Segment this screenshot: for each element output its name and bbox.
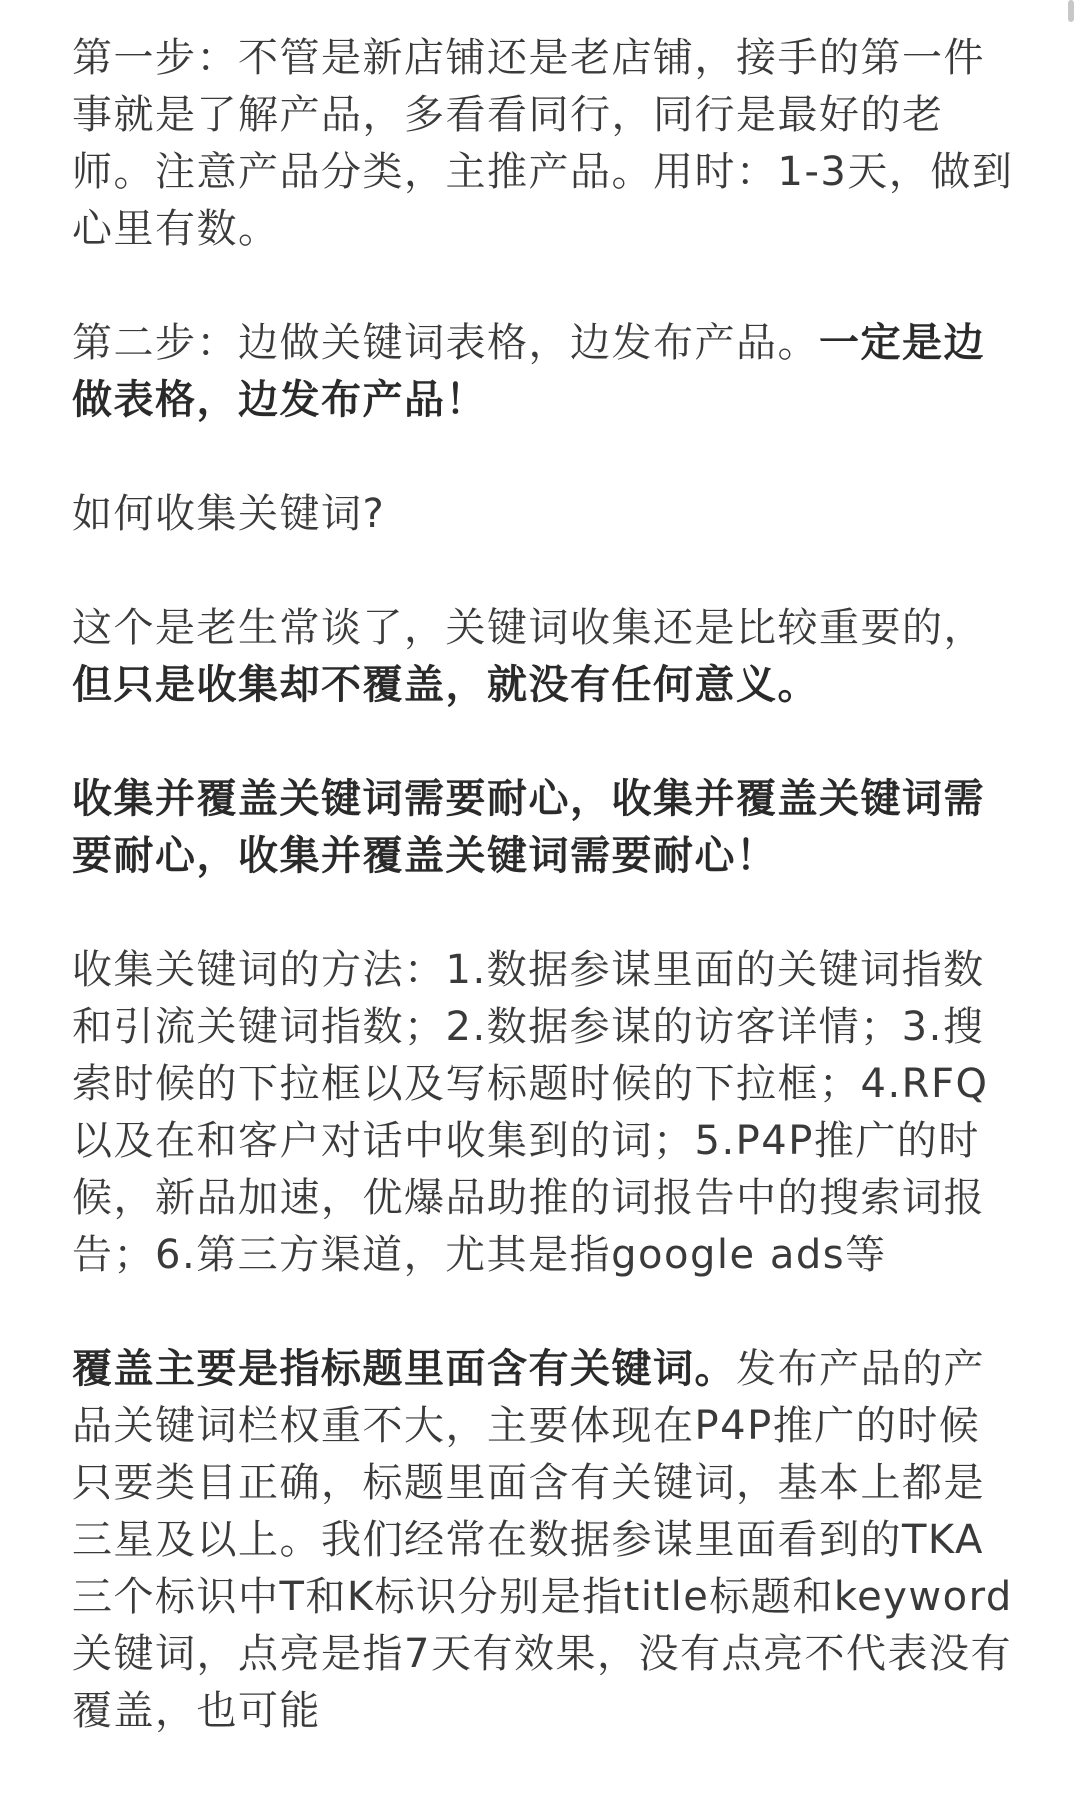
paragraph-methods [72, 942, 1017, 1284]
patience-emphasis: 收集并覆盖关键词需要耐心，收集并覆盖关键词需要耐心，收集并覆盖关键词需要耐心！ [72, 776, 985, 879]
paragraph-step-two [72, 315, 1017, 429]
paragraph-coverage [72, 1341, 1017, 1740]
step-two-emphasis: 一定是边做表格，边发布产品！ [72, 320, 985, 423]
paragraph-question [72, 486, 1017, 543]
collection-emphasis: 但只是收集却不覆盖，就没有任何意义。 [72, 662, 819, 708]
methods-text: 收集关键词的方法：1.数据参谋里面的关键词指数和引流关键词指数；2.数据参谋的访客详情；3.搜索时候的下拉框以及写标题时候的下拉框；4.RFQ以及在和客户对话中收集到的词；5.P4P推广的时候，新品加速，优爆品助推的词报告中的搜索词报告；6.第三方渠道，尤其是指google ads等 [72, 947, 989, 1278]
question-text: 如何收集关键词? [72, 491, 386, 537]
article-body [72, 30, 1017, 1797]
coverage-emphasis: 覆盖主要是指标题里面含有关键词。 [72, 1346, 736, 1392]
paragraph-step-one [72, 30, 1017, 258]
coverage-text: 发布产品的产品关键词栏权重不大，主要体现在P4P推广的时候只要类目正确，标题里面含有关键词，基本上都是三星及以上。我们经常在数据参谋里面看到的TKA三个标识中T和K标识分别是指title标题和keyword关键词，点亮是指7天有效果，没有点亮不代表没有覆盖，也可能 [72, 1346, 1013, 1734]
paragraph-patience [72, 771, 1017, 885]
paragraph-collection [72, 600, 1017, 714]
step-one-text: 第一步：不管是新店铺还是老店铺，接手的第一件事就是了解产品，多看看同行，同行是最好的老师。注意产品分类，主推产品。用时：1-3天，做到心里有数。 [72, 35, 1014, 252]
step-two-text: 第二步：边做关键词表格，边发布产品。 [72, 320, 819, 366]
collection-text: 这个是老生常谈了，关键词收集还是比较重要的， [72, 605, 985, 651]
scroll-indicator[interactable] [1068, 0, 1074, 22]
